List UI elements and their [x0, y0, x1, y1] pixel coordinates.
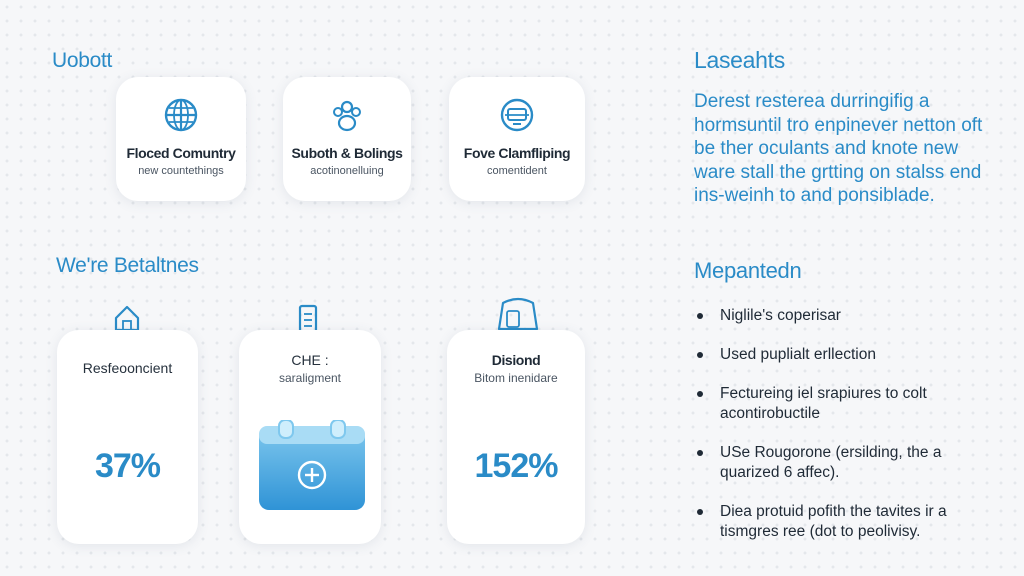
screen-icon	[499, 97, 535, 133]
list-item-text: Diea protuid pofith the tavites ir a tismgres ree (dot to peolivisy.	[720, 503, 947, 540]
bullet-icon	[697, 509, 703, 515]
card-che[interactable]	[239, 330, 381, 544]
bullet-icon	[697, 313, 703, 319]
card-bolings[interactable]	[283, 77, 411, 201]
card-label: CHE :	[291, 352, 329, 368]
list-item-text: USe Rougorone (ersilding, the a quarized 6 affec).	[720, 444, 942, 481]
globe-icon	[163, 97, 199, 133]
people-icon	[329, 97, 365, 133]
bullet-list	[694, 306, 994, 561]
card-subtitle: Bitom inenidare	[474, 371, 558, 385]
list-item	[694, 345, 994, 365]
bullet-icon	[697, 391, 703, 397]
card-title: Floced Comuntry	[126, 145, 236, 161]
bullet-icon	[697, 450, 703, 456]
section-title: We're Betaltnes	[56, 254, 199, 277]
stat-value: 152%	[474, 447, 558, 485]
list-title: Mepantedn	[694, 258, 802, 283]
card-title: Suboth & Bolings	[291, 145, 403, 161]
card-title: Disiond	[491, 352, 541, 368]
bullet-icon	[697, 352, 703, 358]
list-item	[694, 443, 994, 483]
card-subtitle: new countethings	[138, 165, 224, 177]
list-item-text: Used puplialt erllection	[720, 346, 876, 363]
intro-paragraph: Derest resterea durringifig a hormsuntil tro enpinever netton oft be ther oculants and knote new ware stall the grtting on stalss end ins-weinh to and ponsiblade.	[694, 91, 983, 206]
card-label: Resfeooncient	[82, 360, 173, 376]
card-resfeooncient[interactable]	[57, 330, 198, 544]
card-community[interactable]	[116, 77, 246, 201]
house-icon	[112, 303, 142, 333]
card-clamfliping[interactable]	[449, 77, 585, 201]
list-item	[694, 502, 994, 542]
card-disiond[interactable]	[447, 330, 585, 544]
list-item-text: Niglile's coperisar	[720, 307, 841, 324]
list-item	[694, 306, 994, 326]
card-subtitle: acotinonelluing	[310, 165, 384, 177]
calendar-icon	[257, 420, 367, 512]
card-subtitle: comentident	[487, 165, 547, 177]
stat-value: 37%	[94, 447, 161, 485]
list-item	[694, 384, 994, 424]
card-subtitle: saraligment	[278, 371, 342, 385]
right-title: Laseahts	[694, 47, 785, 73]
list-item-text: Fectureing iel srapiures to colt acontirobuctile	[720, 385, 927, 422]
page-title: Uobott	[52, 49, 113, 72]
card-title: Fove Clamfliping	[463, 145, 571, 161]
